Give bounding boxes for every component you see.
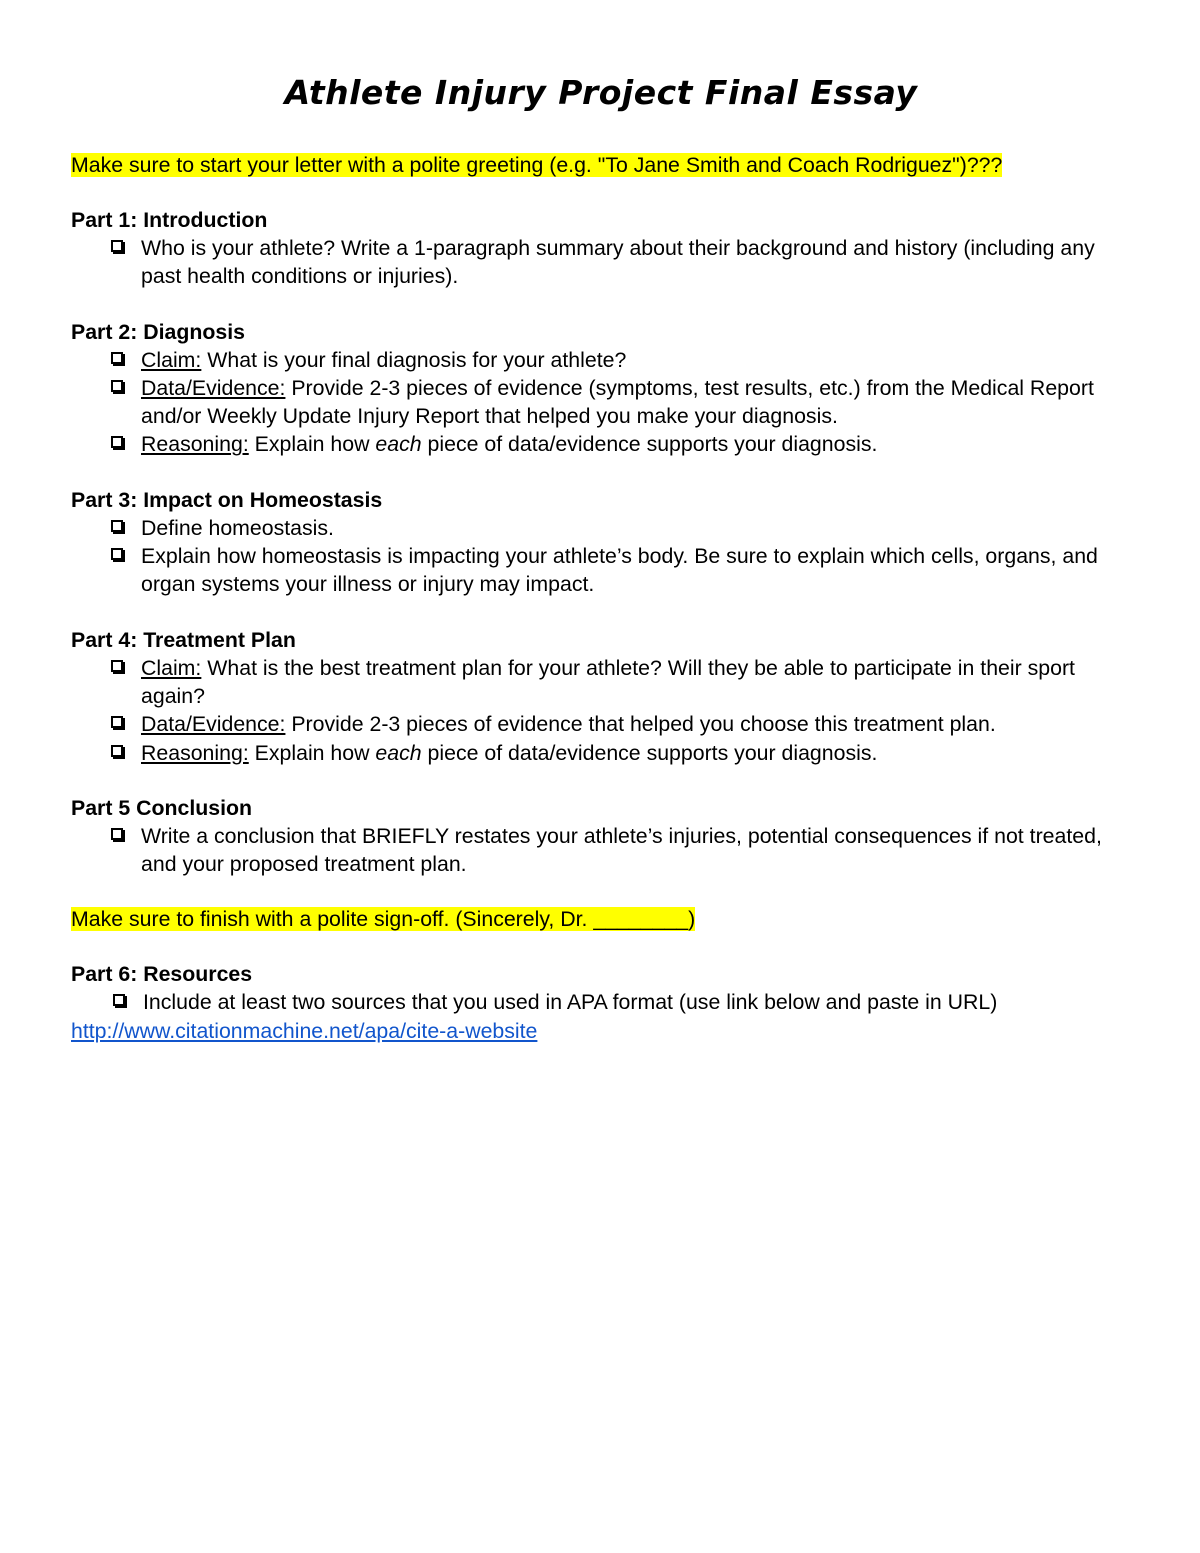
item-text: Provide 2-3 pieces of evidence (symptoms, test results, etc.) from the Medical Report and/or Weekly Update Injury Report that helped you make your diagnosis. [141,375,1094,429]
item-text: Explain how [248,432,376,457]
checklist-item [111,514,1131,542]
item-label: Claim: [141,655,202,680]
part-1-heading: Part 1: Introduction [71,208,268,232]
citation-machine-link[interactable]: http://www.citationmachine.net/apa/cite-a-website [71,1018,538,1043]
part-4-section [71,626,1131,767]
checklist-item [111,430,1131,458]
checklist-item [111,346,1131,374]
signoff-instruction [71,905,1131,933]
checklist-item [111,710,1131,738]
checkbox-icon [111,520,123,532]
checkbox-icon [111,828,123,840]
item-text: What is the best treatment plan for your athlete? Will they be able to participate in their sport again? [141,655,1075,708]
checkbox-icon [111,352,123,364]
checklist-item [111,234,1131,291]
part-3-checklist [71,514,1131,599]
part-3-section [71,486,1131,599]
greeting-instruction-text: Make sure to start your letter with a polite greeting (e.g. "To Jane Smith and Coach Rodriguez")??? [71,153,1003,177]
checklist-item [113,988,1131,1016]
checkbox-icon [113,994,125,1006]
checkbox-icon [111,745,123,757]
item-text: Who is your athlete? Write a 1-paragraph summary about their background and history (including any past health conditions or injuries). [141,236,1095,289]
item-emphasis: each [375,740,422,765]
part-4-checklist [71,654,1131,767]
signoff-section [71,905,1131,933]
item-text: piece of data/evidence supports your diagnosis. [421,432,878,457]
item-text: Define homeostasis. [141,515,334,540]
part-4-heading: Part 4: Treatment Plan [71,627,296,652]
checkbox-icon [111,660,123,672]
item-label: Data/Evidence: [141,712,286,737]
checkbox-icon [111,436,123,448]
document-page [71,68,1131,1045]
checklist-item [111,822,1131,879]
item-text: Write a conclusion that BRIEFLY restates your athlete’s injuries, potential consequences if not treated, and your proposed treatment plan. [141,823,1102,877]
part-1-section [71,206,1131,291]
item-text: Explain how [248,740,376,765]
checklist-item [111,654,1131,711]
part-2-checklist [71,346,1131,459]
item-text: Explain how homeostasis is impacting your athlete’s body. Be sure to explain which cells, organs, and organ systems your illness or injury may impact. [141,544,1098,597]
checkbox-icon [111,716,123,728]
part-5-checklist [71,822,1131,879]
signoff-instruction-text: Make sure to finish with a polite sign-off. (Sincerely, Dr. ________) [71,907,696,932]
document-title: Athlete Injury Project Final Essay [284,73,918,112]
part-5-section [71,794,1131,879]
part-6-heading: Part 6: Resources [71,962,253,987]
checklist-item [111,542,1131,599]
item-emphasis: each [375,432,422,457]
checkbox-icon [111,548,123,560]
item-text: What is your final diagnosis for your athlete? [201,347,627,372]
part-1-checklist [71,234,1131,291]
item-label: Data/Evidence: [141,375,286,400]
greeting-instruction [71,151,1131,179]
part-3-heading: Part 3: Impact on Homeostasis [71,487,383,512]
part-6-section [71,960,1131,1044]
item-label: Reasoning: [141,740,249,765]
checkbox-icon [111,380,123,392]
part-2-section [71,318,1131,459]
part-2-heading: Part 2: Diagnosis [71,319,245,344]
item-text: Include at least two sources that you used in APA format (use link below and paste in URL) [143,990,998,1015]
part-6-checklist [71,988,1131,1016]
item-text: piece of data/evidence supports your diagnosis. [421,740,878,765]
checklist-item [111,374,1131,431]
part-5-heading: Part 5 Conclusion [71,795,253,820]
item-text: Provide 2-3 pieces of evidence that helped you choose this treatment plan. [285,712,996,737]
checkbox-icon [111,240,123,252]
item-label: Reasoning: [141,432,249,457]
checklist-item [111,739,1131,767]
item-label: Claim: [141,347,202,372]
